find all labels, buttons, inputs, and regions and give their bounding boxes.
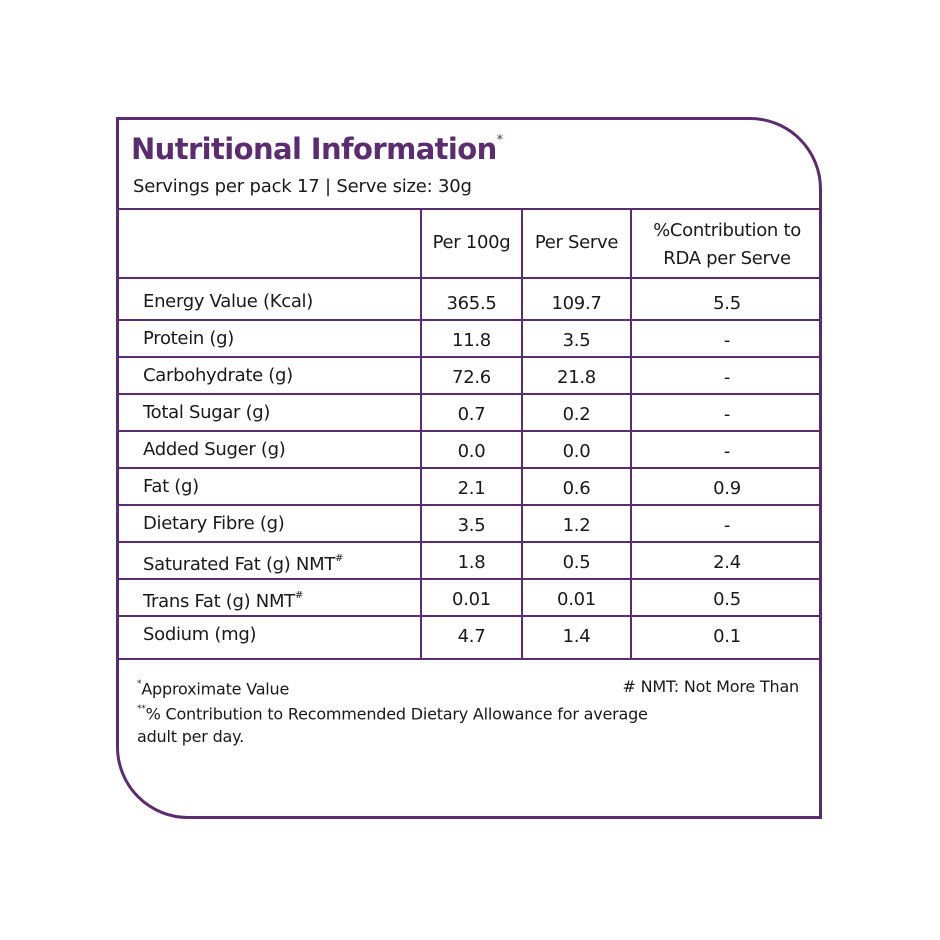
panel-title: Nutritional Information* xyxy=(131,132,503,166)
header-divider xyxy=(119,277,819,279)
row-divider xyxy=(119,615,819,617)
footnote-rda: **% Contribution to Recommended Dietary Allowance for average xyxy=(137,704,648,724)
row-divider xyxy=(119,578,819,580)
table-bottom-line xyxy=(119,658,819,660)
row-per-100g: 0.0 xyxy=(457,441,486,462)
footnote-nmt: # NMT: Not More Than xyxy=(622,677,799,696)
row-per-100g: 11.8 xyxy=(452,330,491,351)
nmt-mark: # xyxy=(335,553,344,564)
row-per-100g: 0.7 xyxy=(457,404,486,425)
header-rda-line2: RDA per Serve xyxy=(663,248,791,269)
row-per-serve: 0.01 xyxy=(557,589,596,610)
header-per-100g: Per 100g xyxy=(432,232,511,253)
row-rda: - xyxy=(723,330,731,351)
row-divider xyxy=(119,393,819,395)
row-name: Saturated Fat (g) NMT# xyxy=(143,553,344,575)
row-rda: - xyxy=(723,404,731,425)
row-name: Carbohydrate (g) xyxy=(143,365,293,386)
header-per-serve: Per Serve xyxy=(534,232,619,253)
row-divider xyxy=(119,356,819,358)
row-name: Sodium (mg) xyxy=(143,624,257,645)
row-divider xyxy=(119,541,819,543)
nmt-mark: # xyxy=(294,590,303,601)
row-per-serve: 109.7 xyxy=(551,293,602,314)
row-name: Fat (g) xyxy=(143,476,199,497)
servings-info: Servings per pack 17 | Serve size: 30g xyxy=(133,176,472,197)
header-rda-line1: %Contribution to xyxy=(653,220,801,241)
row-name: Energy Value (Kcal) xyxy=(143,291,313,312)
row-per-serve: 1.2 xyxy=(562,515,591,536)
row-rda: - xyxy=(723,515,731,536)
row-name: Total Sugar (g) xyxy=(143,402,271,423)
row-divider xyxy=(119,504,819,506)
row-rda: 0.1 xyxy=(713,626,741,647)
row-rda: 2.4 xyxy=(713,552,741,573)
row-rda: - xyxy=(723,441,731,462)
row-rda: - xyxy=(723,367,731,388)
table-top-line xyxy=(119,208,819,210)
row-name: Trans Fat (g) NMT# xyxy=(143,590,303,612)
row-rda: 5.5 xyxy=(713,293,741,314)
row-per-serve: 21.8 xyxy=(557,367,596,388)
row-per-100g: 365.5 xyxy=(446,293,497,314)
row-name: Added Suger (g) xyxy=(143,439,286,460)
row-per-serve: 0.0 xyxy=(562,441,591,462)
row-per-serve: 1.4 xyxy=(562,626,591,647)
row-divider xyxy=(119,430,819,432)
row-per-100g: 2.1 xyxy=(457,478,486,499)
row-per-100g: 4.7 xyxy=(457,626,486,647)
row-per-100g: 1.8 xyxy=(457,552,486,573)
row-per-100g: 72.6 xyxy=(452,367,491,388)
row-rda: 0.5 xyxy=(713,589,741,610)
row-per-100g: 3.5 xyxy=(457,515,486,536)
row-name: Protein (g) xyxy=(143,328,234,349)
row-per-100g: 0.01 xyxy=(452,589,491,610)
row-rda: 0.9 xyxy=(713,478,741,499)
title-asterisk: * xyxy=(496,133,503,149)
row-per-serve: 3.5 xyxy=(562,330,591,351)
row-divider xyxy=(119,467,819,469)
row-divider xyxy=(119,319,819,321)
nutrition-panel xyxy=(116,117,822,819)
row-name: Dietary Fibre (g) xyxy=(143,513,285,534)
footnote-approximate: *Approximate Value xyxy=(137,679,290,699)
row-per-serve: 0.5 xyxy=(562,552,591,573)
row-per-serve: 0.2 xyxy=(562,404,591,425)
row-per-serve: 0.6 xyxy=(562,478,591,499)
footnote-rda-cont: adult per day. xyxy=(137,727,245,746)
